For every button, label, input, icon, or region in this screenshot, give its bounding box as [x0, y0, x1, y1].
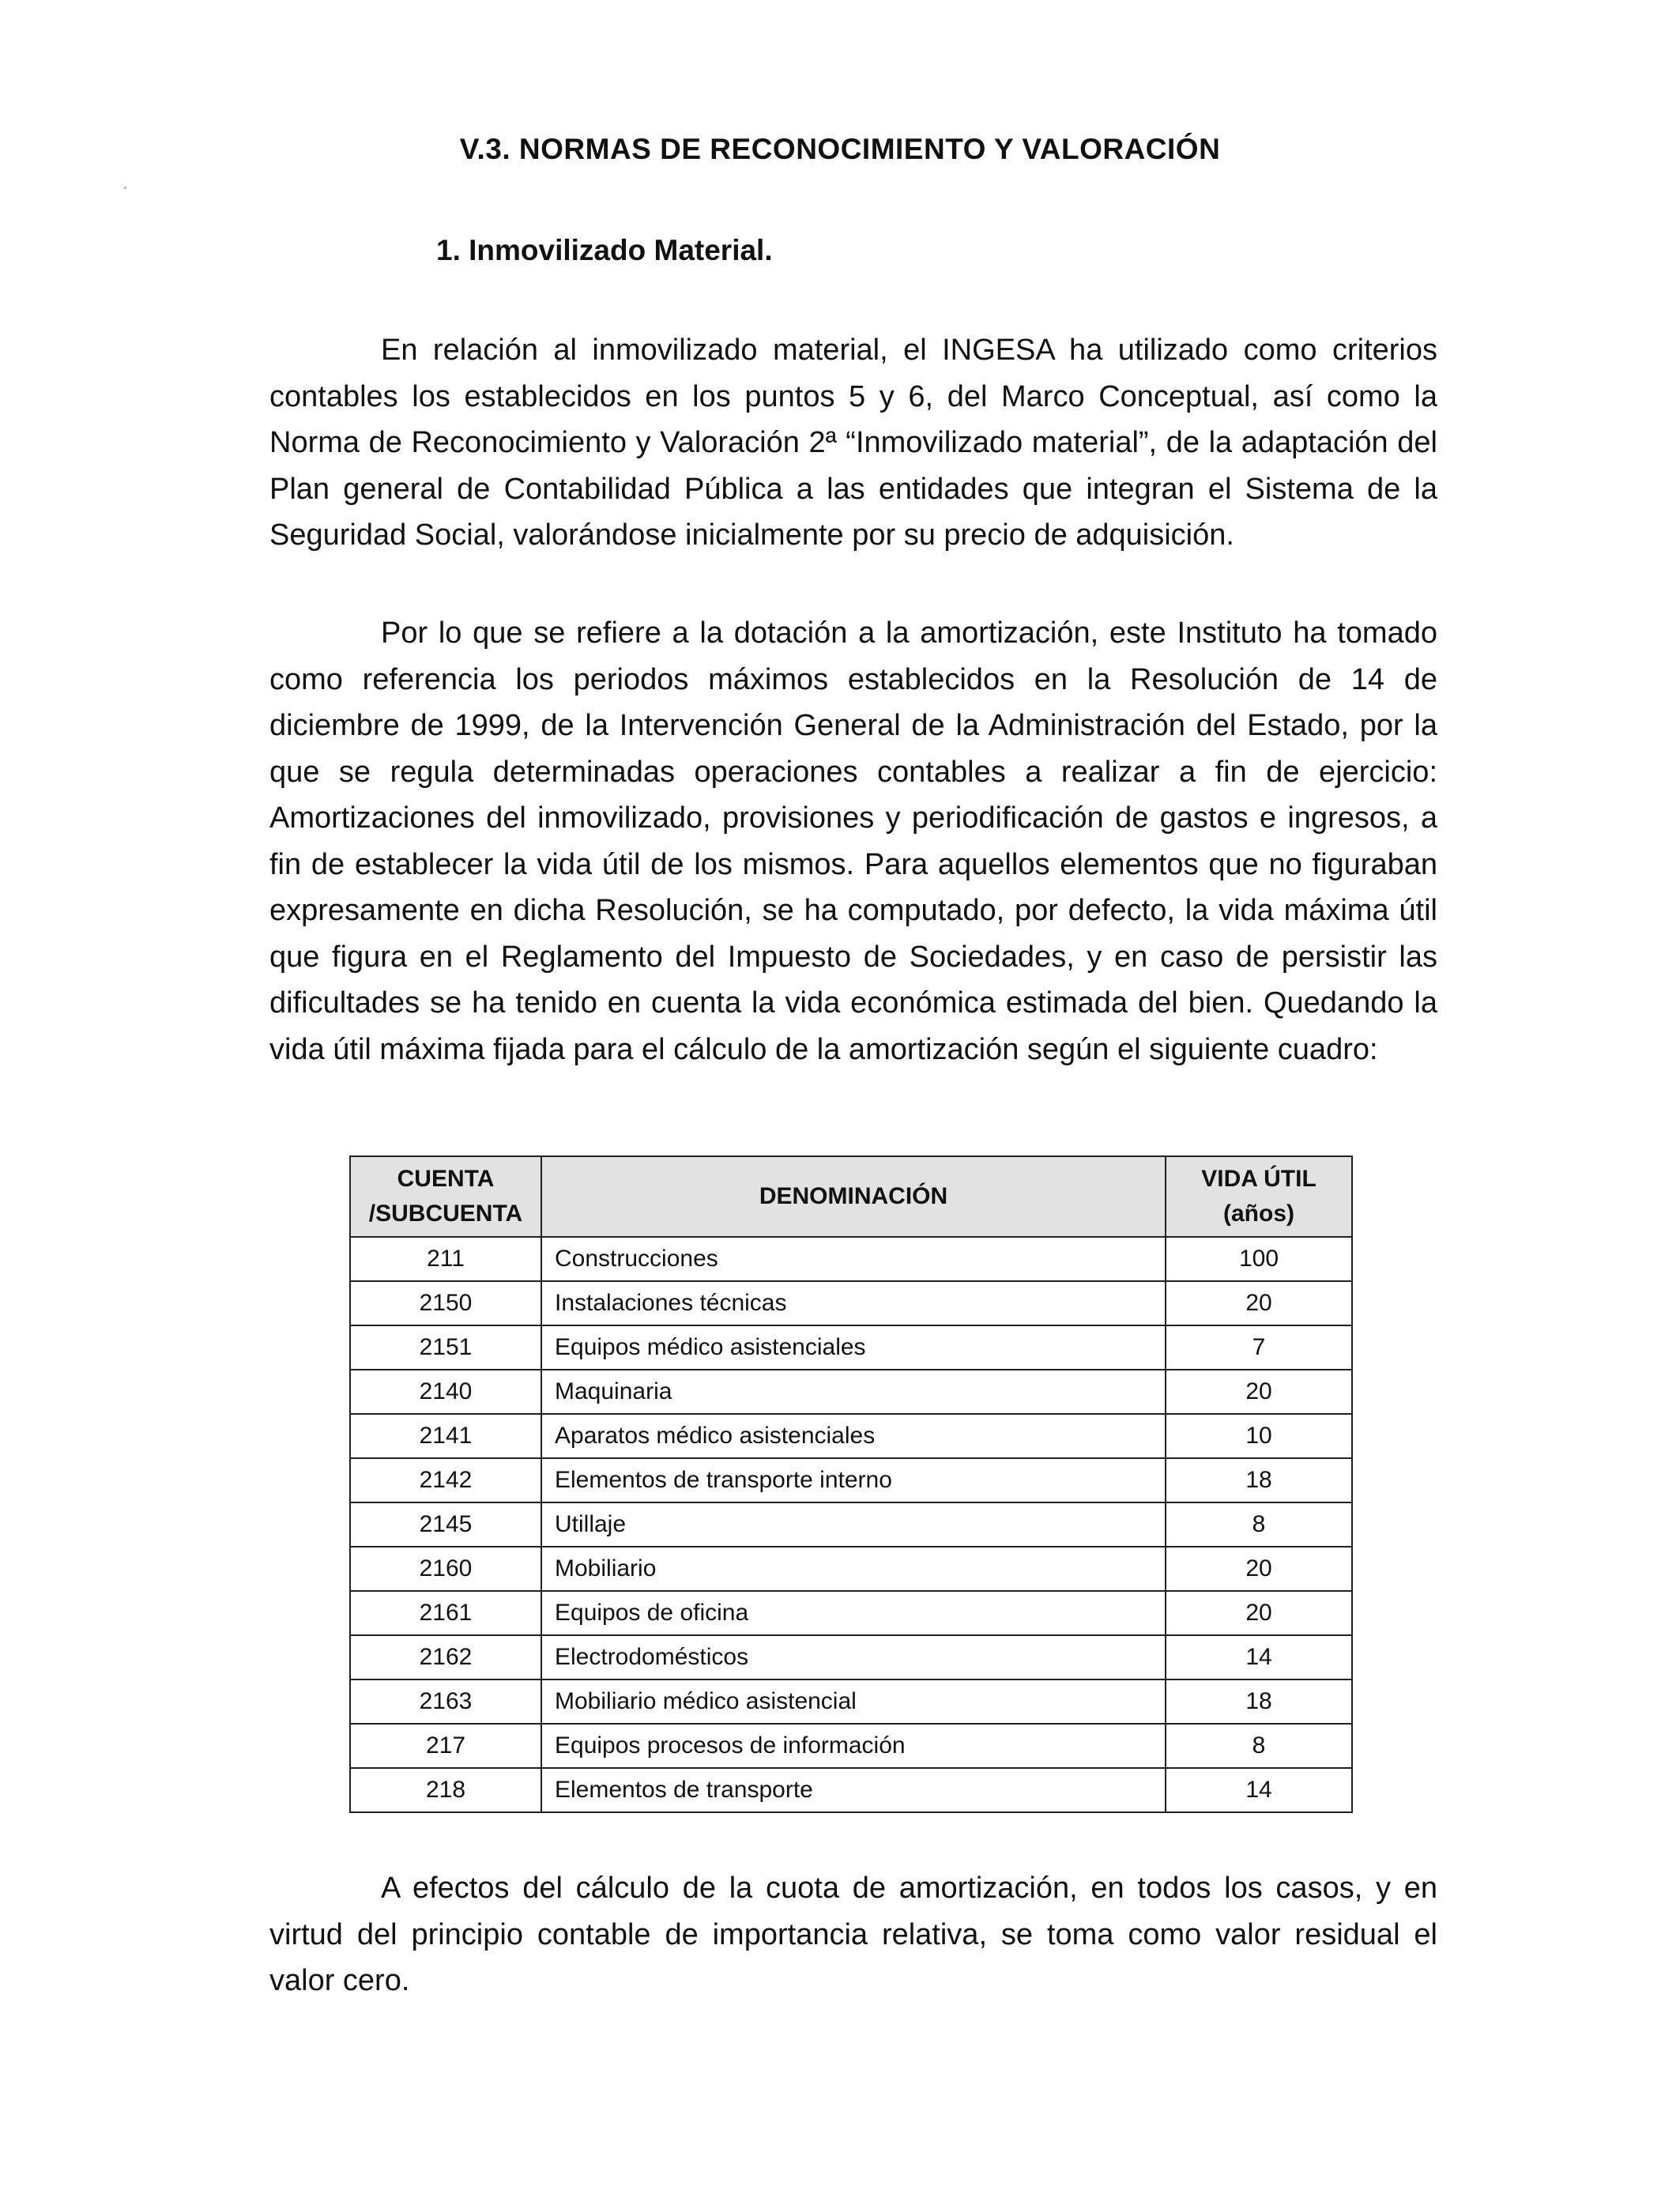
- amortization-table: [349, 1155, 1353, 1813]
- cell-life: 10: [1166, 1414, 1352, 1458]
- cell-code: 211: [350, 1237, 541, 1281]
- cell-life: 20: [1166, 1281, 1352, 1325]
- cell-code: 218: [350, 1768, 541, 1812]
- cell-life: 18: [1166, 1458, 1352, 1502]
- cell-name: Construcciones: [541, 1237, 1166, 1281]
- cell-name: Equipos de oficina: [541, 1591, 1166, 1635]
- cell-name: Mobiliario médico asistencial: [541, 1679, 1166, 1724]
- header-name: DENOMINACIÓN: [541, 1156, 1166, 1237]
- table-row: [350, 1237, 1352, 1281]
- cell-code: 2140: [350, 1370, 541, 1414]
- scan-dot: [124, 187, 126, 189]
- paragraph-valor-residual: A efectos del cálculo de la cuota de amortización, en todos los casos, y en virtud del principio contable de importancia relativa, se toma como valor residual el valor cero.: [269, 1872, 1437, 1997]
- cell-name: Instalaciones técnicas: [541, 1281, 1166, 1325]
- cell-name: Mobiliario: [541, 1547, 1166, 1591]
- cell-name: Utillaje: [541, 1502, 1166, 1547]
- paragraph-criterios: En relación al inmovilizado material, el INGESA ha utilizado como criterios contables los establecidos en los puntos 5 y 6, del Marco Conceptual, así como la Norma de Reconocimiento y Valoración 2ª “Inmovilizado material”, de la adaptación del Plan general de Contabilidad Pública a las entidades que integran el Sistema de la Seguridad Social, valorándose inicialmente por su precio de adquisición.: [269, 334, 1437, 552]
- cell-name: Maquinaria: [541, 1370, 1166, 1414]
- cell-life: 100: [1166, 1237, 1352, 1281]
- amortization-table-container: [349, 1155, 1351, 1813]
- cell-life: 8: [1166, 1724, 1352, 1768]
- cell-name: Elementos de transporte interno: [541, 1458, 1166, 1502]
- cell-life: 7: [1166, 1325, 1352, 1370]
- table-header-row: [350, 1156, 1352, 1237]
- header-life: VIDA ÚTIL (años): [1166, 1156, 1352, 1237]
- page-title: V.3. NORMAS DE RECONOCIMIENTO Y VALORACIÓN: [459, 133, 1221, 165]
- cell-code: 2151: [350, 1325, 541, 1370]
- cell-name: Electrodomésticos: [541, 1635, 1166, 1679]
- cell-life: 14: [1166, 1768, 1352, 1812]
- cell-code: 2162: [350, 1635, 541, 1679]
- paragraph-amortizacion: Por lo que se refiere a la dotación a la amortización, este Instituto ha tomado como referencia los periodos máximos establecidos en la Resolución de 14 de diciembre de 1999, de la Intervención General de la Administración del Estado, por la que se regula determinadas operaciones contables a realizar a fin de ejercicio: Amortizaciones del inmovilizado, provisiones y periodificación de gastos e ingresos, a fin de establecer la vida útil de los mismos. Para aquellos elementos que no figuraban expresamente en dicha Resolución, se ha computado, por defecto, la vida máxima útil que figura en el Reglamento del Impuesto de Sociedades, y en caso de persistir las dificultades se ha tenido en cuenta la vida económica estimada del bien. Quedando la vida útil máxima fijada para el cálculo de la amortización según el siguiente cuadro:: [269, 616, 1437, 1066]
- section-heading: 1. Inmovilizado Material.: [436, 234, 773, 266]
- table-row: [350, 1635, 1352, 1679]
- cell-name: Aparatos médico asistenciales: [541, 1414, 1166, 1458]
- table-row: [350, 1547, 1352, 1591]
- cell-name: Equipos procesos de información: [541, 1724, 1166, 1768]
- cell-code: 2142: [350, 1458, 541, 1502]
- cell-code: 2141: [350, 1414, 541, 1458]
- table-row: [350, 1724, 1352, 1768]
- cell-name: Equipos médico asistenciales: [541, 1325, 1166, 1370]
- cell-code: 2160: [350, 1547, 541, 1591]
- cell-code: 2150: [350, 1281, 541, 1325]
- cell-name: Elementos de transporte: [541, 1768, 1166, 1812]
- table-row: [350, 1281, 1352, 1325]
- table-row: [350, 1768, 1352, 1812]
- cell-code: 2145: [350, 1502, 541, 1547]
- cell-life: 20: [1166, 1591, 1352, 1635]
- table-row: [350, 1502, 1352, 1547]
- cell-life: 8: [1166, 1502, 1352, 1547]
- table-row: [350, 1679, 1352, 1724]
- cell-code: 2161: [350, 1591, 541, 1635]
- header-code: CUENTA /SUBCUENTA: [350, 1156, 541, 1237]
- table-row: [350, 1325, 1352, 1370]
- table-row: [350, 1370, 1352, 1414]
- cell-life: 14: [1166, 1635, 1352, 1679]
- cell-life: 18: [1166, 1679, 1352, 1724]
- table-row: [350, 1458, 1352, 1502]
- cell-life: 20: [1166, 1370, 1352, 1414]
- cell-code: 2163: [350, 1679, 541, 1724]
- table-row: [350, 1591, 1352, 1635]
- table-body: [350, 1237, 1352, 1812]
- table-row: [350, 1414, 1352, 1458]
- cell-life: 20: [1166, 1547, 1352, 1591]
- cell-code: 217: [350, 1724, 541, 1768]
